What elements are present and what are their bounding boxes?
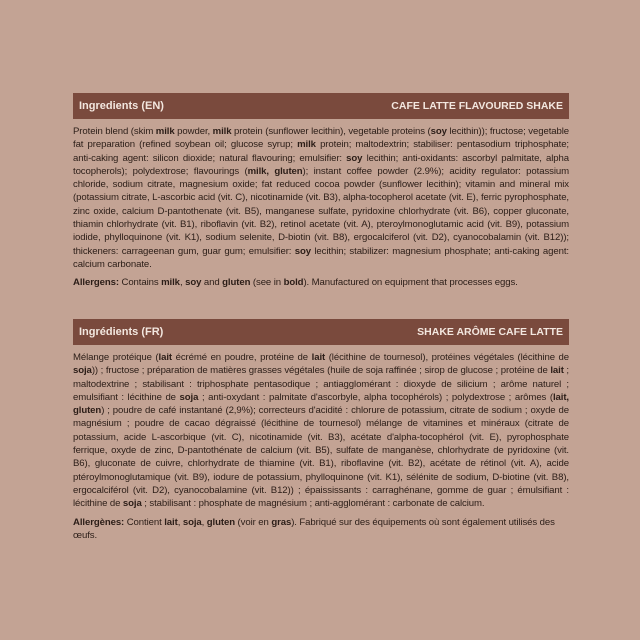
header-product-en: CAFE LATTE FLAVOURED SHAKE (391, 100, 563, 112)
bold-allergen-word: milk (155, 126, 175, 137)
bold-allergen-word: soy (294, 245, 311, 257)
bold-allergen-word: milk (212, 126, 232, 137)
ingredients-section-en (73, 93, 569, 290)
header-title-en: Ingredients (EN) (79, 100, 164, 112)
bold-allergen-word: soja (122, 498, 142, 510)
bold-allergen-word: milk, gluten (247, 165, 303, 177)
bold-allergen-word: soja (182, 516, 202, 528)
ingredients-text-en: Protein blend (skim milk powder, milk protein (sunflower lecithin), vegetable proteins (soy lecithin)); fructose; vegetable fat preparation (refined soybean oil; glucose syrup; milk protein; maltodextrin; stabiliser: pentasodium triphosphate; anti-caking agent: silicon dioxide; natural flavouring; emulsifier: soy lecithin; anti-oxidants: ascorbyl palmitate, alpha tocopherols); polydextrose; flavourings (milk, gluten); instant coffee powder (2.9%); acidity regulator: potassium chloride, sodium citrate, magnesium oxide; fat reduced cocoa powder (sunflower lecithin); vitamin and mineral mix (potassium citrate, L-ascorbic acid (vit. C), nicotinamide (vit. B3), alpha-tocopherol acetate (vit. E), ferric pyrophosphate, zinc oxide, calcium D-pantothenate (vit. B5), manganese sulfate, pyridoxine chlorhydrate (vit. B6), copper gluconate, thiamin chlorhydrate (vit. B1), riboflavin (vit. B2), retinol acetate (vit. A), pteroylmonoglutamic acid (vit. B9), potassium iodide, phylloquinone (vit. K1), sodium selenite, D-biotin (vit. B8), ergocalciferol (vit. D2), cyanocobalamin (vit. B12)); thickeners: carrageenan gum, guar gum; emulsifier: soy lecithin; stabilizer: magnesium phosphate; anti-caking agent: calcium carbonate. (73, 126, 570, 270)
bold-allergen-word: soja (179, 391, 199, 403)
bold-allergen-word: gluten (222, 277, 251, 289)
bold-allergen-word: lait (550, 365, 564, 377)
bold-allergen-word: soy (430, 126, 447, 137)
allergens-text-fr: Contient lait, soja, gluten (voir en gras). Fabriqué sur des équipements où sont également utilisés des œufs. (73, 516, 555, 541)
allergens-label-en: Allergens: (73, 277, 119, 289)
bold-allergen-word: lait (311, 352, 326, 363)
bold-allergen-word: lait, gluten (73, 391, 569, 417)
bold-allergen-word: gluten (206, 516, 235, 528)
allergens-en (73, 276, 569, 289)
bold-allergen-word: bold (283, 277, 304, 289)
ingredients-text-fr: Mélange protéique (lait écrémé en poudre, protéine de lait (lécithine de tournesol), protéines végétales (lécithine de soja)) ; fructose ; préparation de matières grasses végétales (huile de soja raffinée ; sirop de glucose ; protéine de lait ; maltodextrine ; stabilisant : triphosphate pentasodique ; antiagglomérant : dioxyde de silicium ; arôme naturel ; emulsifiant : lécithine de soja ; anti-oxydant : palmitate d'ascorbyle, alpha tocophérols) ; polydextrose ; arômes (lait, gluten) ; poudre de café instantané (2,9%); correcteurs d'acidité : chlorure de potassium, citrate de sodium ; oxyde de magnésium ; poudre de cacao dégraissé (lécithine de tournesol) mélange de vitamines et minéraux (citrate de potassium, acide L-ascorbique (vit. C), nicotinamide (vit. B3), acétate d'alpha-tocophérol (vit. E), pyrophosphate ferrique, oxyde de zinc, D-pantothénate de calcium (vit. B5), sulfate de manganèse, chlorhydrate de pyridoxine (vit. B6), gluconate de cuivre, chlorhydrate de thiamine (vit. B1), riboflavine (vit. B2), acétate de rétinol (vit. A), acide ptéroylmonoglutamique (vit. B9), iodure de potassium, phylloquinone (vit. K1), sélénite de sodium, D-biotine (vit. B8), ergocalciférol (vit. D2), cyanocobalamine (vit. B12)) ; épaississants : carraghénane, gomme de guar ; émulsifiant : lécithine de soja ; stabilisant : phosphate de magnésium ; anti-agglomérant : carbonate de calcium. (73, 352, 570, 510)
ingredients-section-fr (73, 319, 569, 542)
section-header-en (73, 93, 569, 119)
bold-allergen-word: lait (164, 516, 178, 528)
bold-allergen-word: gras (271, 516, 292, 528)
bold-allergen-word: milk (297, 139, 316, 151)
allergens-text-en: Contains milk, soy and gluten (see in bold). Manufactured on equipment that processes eggs. (118, 277, 518, 289)
header-product-fr: SHAKE ARÔME CAFE LATTE (417, 326, 563, 338)
bold-allergen-word: soja (73, 365, 92, 377)
bold-allergen-word: milk (161, 277, 180, 289)
bold-allergen-word: soy (346, 152, 363, 164)
bold-allergen-word: soy (185, 277, 202, 289)
bold-allergen-word: lait (158, 352, 172, 363)
allergens-label-fr: Allergènes: (73, 516, 125, 528)
header-title-fr: Ingrédients (FR) (79, 326, 164, 338)
allergens-fr (73, 516, 569, 543)
section-header-fr (73, 319, 569, 345)
